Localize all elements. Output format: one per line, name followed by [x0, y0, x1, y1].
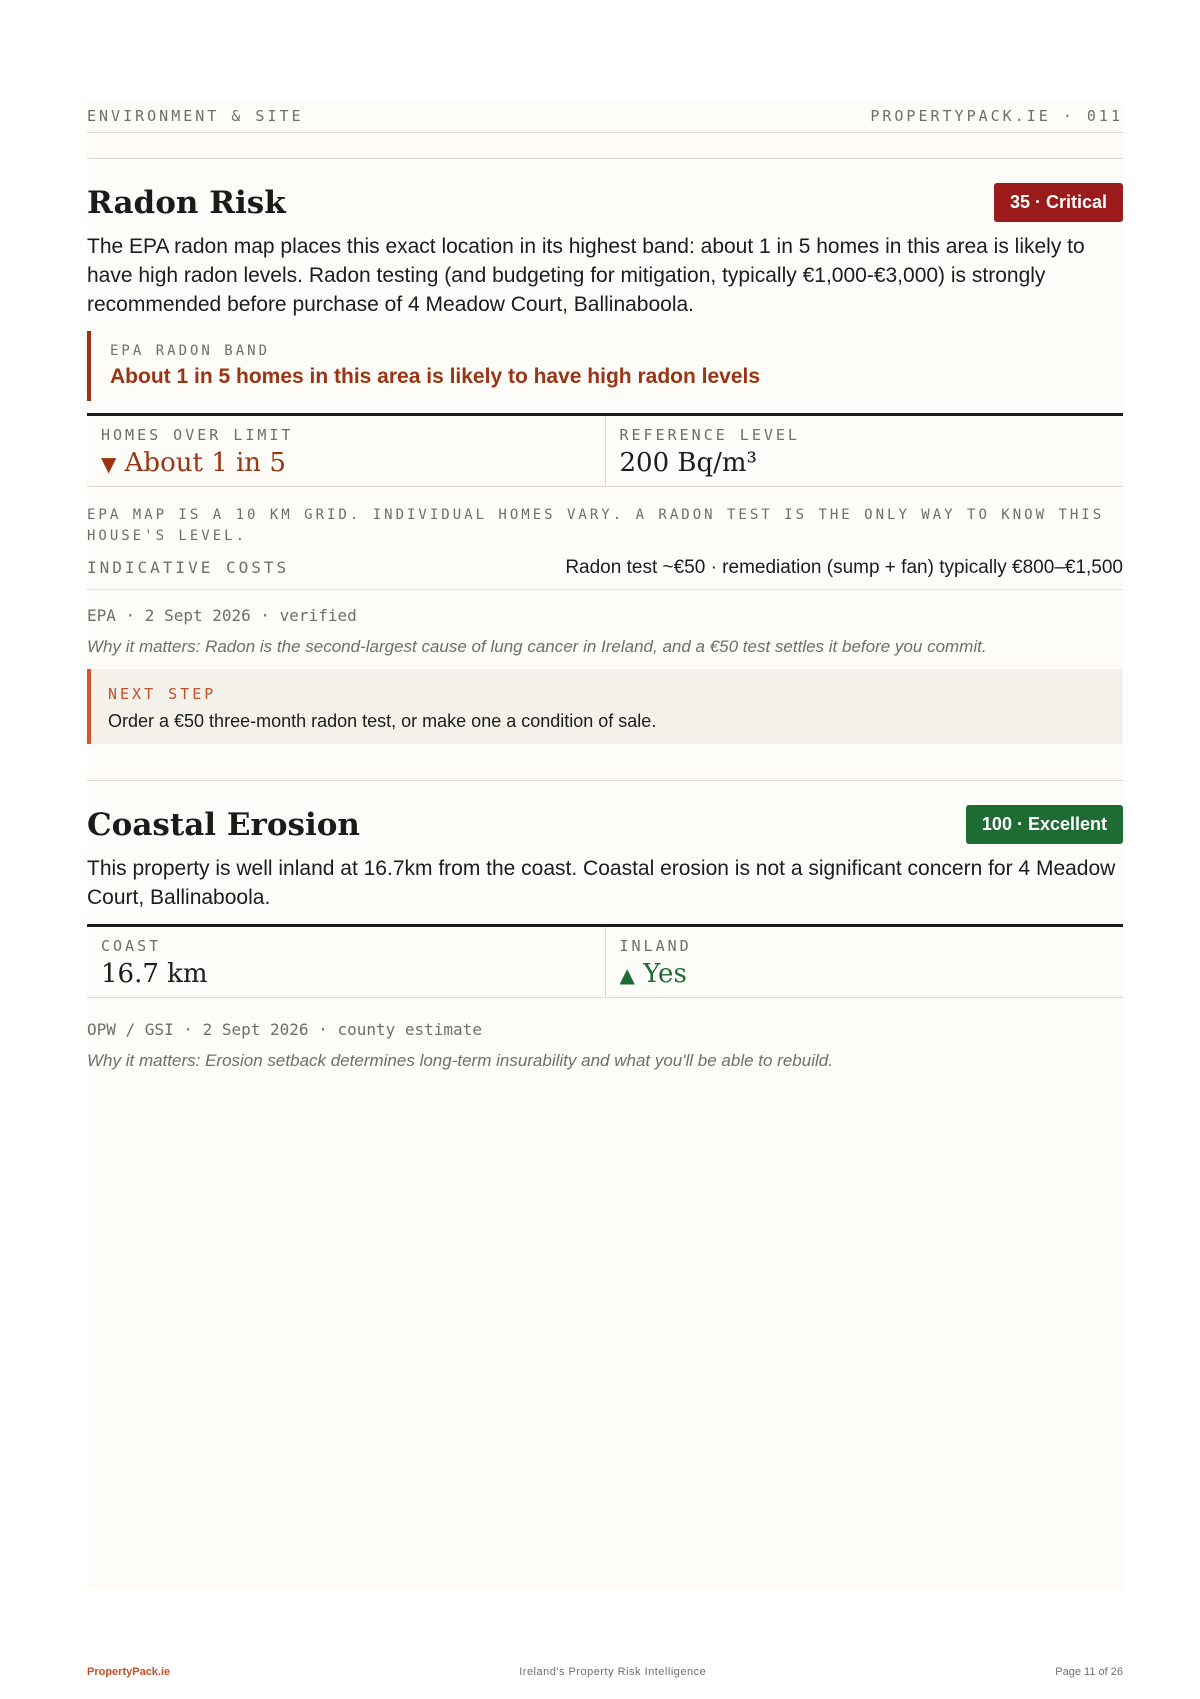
callout-text: About 1 in 5 homes in this area is likely to have high radon levels	[110, 365, 761, 388]
coastal-header	[87, 805, 1123, 844]
metric-reference-level	[605, 416, 1124, 486]
costs-value: Radon test ~€50 · remediation (sump + fan) typically €800–€1,500	[565, 557, 1123, 578]
metric-value-text: About 1 in 5	[124, 448, 286, 478]
brand-page-label: PROPERTYPACK.IE · 011	[870, 107, 1123, 125]
coastal-metrics	[87, 924, 1123, 998]
metric-coast-distance	[87, 927, 605, 997]
radon-why: Why it matters: Radon is the second-largest cause of lung cancer in Ireland, and a €50 test settles it before you commit.	[87, 637, 987, 656]
radon-header	[87, 183, 1123, 222]
radon-title: Radon Risk	[87, 184, 286, 221]
radon-score-badge: 35 · Critical	[994, 183, 1123, 222]
callout-label: EPA RADON BAND	[110, 343, 271, 359]
footer-tagline: Ireland's Property Risk Intelligence	[519, 1666, 707, 1678]
next-step-text: Order a €50 three-month radon test, or make one a condition of sale.	[108, 711, 657, 731]
section-label: ENVIRONMENT & SITE	[87, 107, 304, 125]
metric-label: HOMES OVER LIMIT	[101, 426, 294, 444]
coastal-title: Coastal Erosion	[87, 806, 360, 843]
coastal-section	[87, 805, 1123, 1071]
radon-section	[87, 183, 1123, 744]
costs-label: INDICATIVE COSTS	[87, 558, 290, 577]
down-arrow-icon: ▼	[101, 452, 117, 476]
header-rule	[87, 158, 1123, 159]
coastal-summary: This property is well inland at 16.7km from the coast. Coastal erosion is not a significant concern for 4 Meadow Court, Ballinaboola.	[87, 857, 1116, 909]
radon-band-callout	[87, 331, 1123, 401]
radon-metrics	[87, 413, 1123, 487]
metric-value: 200 Bq/m³	[619, 448, 757, 478]
radon-source: EPA · 2 Sept 2026 · verified	[87, 606, 357, 625]
page-number: Page 11 of 26	[1055, 1666, 1123, 1678]
section-divider	[87, 780, 1123, 781]
coastal-source: OPW / GSI · 2 Sept 2026 · county estimate	[87, 1020, 482, 1039]
radon-summary: The EPA radon map places this exact location in its highest band: about 1 in 5 homes in this area is likely to have high radon levels. Radon testing (and budgeting for mitigation, typically €1,000-€3,000) is strongly recommended before purchase of 4 Meadow Court, Ballinaboola.	[87, 235, 1085, 316]
metric-homes-over-limit	[87, 416, 605, 486]
radon-grid-note: EPA MAP IS A 10 KM GRID. INDIVIDUAL HOMES VARY. A RADON TEST IS THE ONLY WAY TO KNOW THIS HOUSE'S LEVEL.	[87, 507, 1105, 544]
coastal-score-badge: 100 · Excellent	[966, 805, 1123, 844]
metric-label: REFERENCE LEVEL	[619, 426, 800, 444]
up-arrow-icon: ▲	[619, 963, 635, 987]
indicative-costs-row	[87, 557, 1123, 590]
metric-label: COAST	[101, 937, 162, 955]
page-header	[87, 100, 1123, 133]
coastal-why: Why it matters: Erosion setback determines long-term insurability and what you'll be able to rebuild.	[87, 1051, 833, 1070]
report-page	[87, 100, 1123, 1590]
metric-label: INLAND	[619, 937, 692, 955]
metric-value: 16.7 km	[101, 959, 208, 989]
metric-value	[620, 959, 1110, 989]
metric-value	[101, 448, 591, 478]
next-step-label: NEXT STEP	[108, 685, 217, 703]
page-footer	[87, 1666, 1123, 1678]
metric-inland	[605, 927, 1124, 997]
footer-brand-link[interactable]: PropertyPack.ie	[87, 1666, 171, 1678]
next-step-box	[87, 669, 1123, 744]
metric-value-text: Yes	[643, 959, 687, 989]
